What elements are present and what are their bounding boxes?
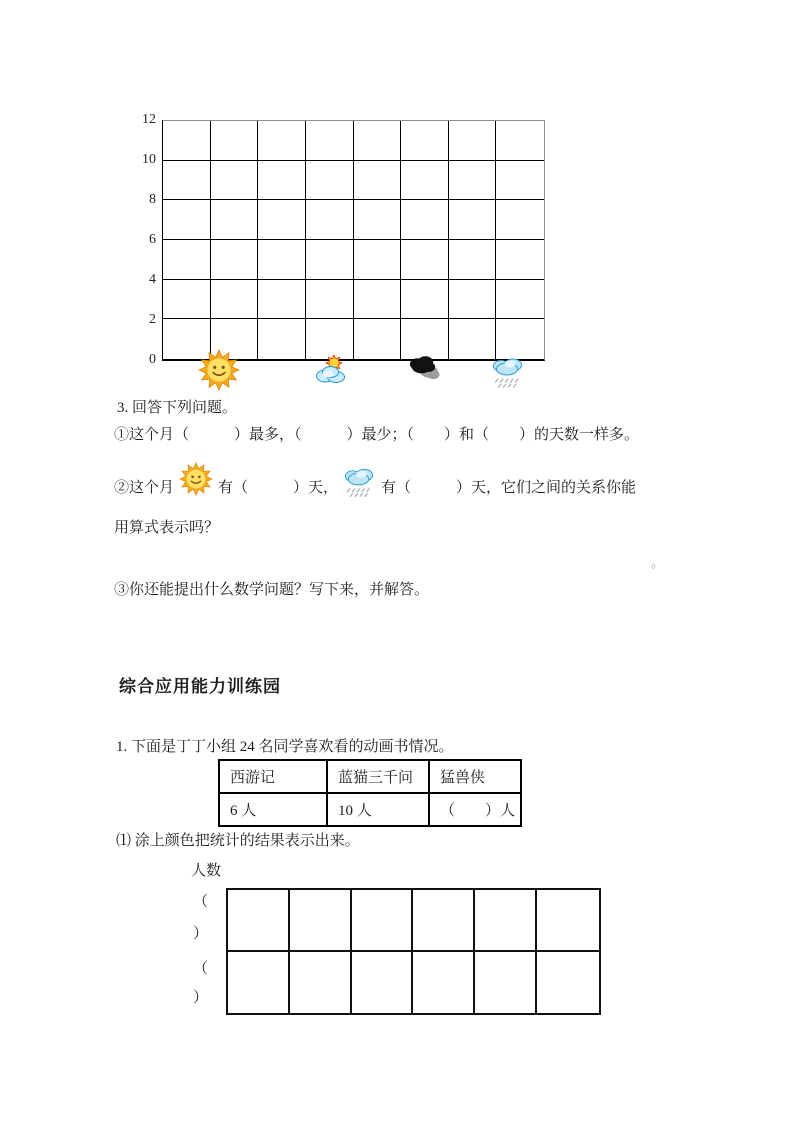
table-header-cell: 猛兽侠 [429,760,521,793]
grid-cell [211,200,259,240]
grid-cell [354,280,402,320]
grid-cell [290,952,352,1014]
grid-cell [211,161,259,201]
grid-cell [449,161,497,201]
grid-cell [475,952,537,1014]
question3-item3: ③你还能提出什么数学问题？写下来，并解答。 [114,582,430,598]
grid-cell [228,952,290,1014]
exercise1-sub-question1: ⑴ 涂上颜色把统计的结果表示出来。 [116,833,360,849]
grid-cell [413,890,475,952]
grid-cell [475,890,537,952]
grid-cell [401,240,449,280]
question3-item2-text-after-sun: 有（ ）天， [218,480,339,496]
grid-cell [306,121,354,161]
grid-cell [449,240,497,280]
grid-cell [496,240,544,280]
grid-cell [306,280,354,320]
question3-item2 [114,461,636,500]
books-table [218,759,522,827]
y-axis-tick: 12 [142,112,156,127]
grid-cell [258,200,306,240]
table-value-cell: 10 人 [327,793,429,826]
table-value-cell: 6 人 [219,793,327,826]
grid-cell [354,161,402,201]
grid-cell [496,200,544,240]
grid-cell [496,280,544,320]
exercise1-title: 1. 下面是丁丁小组 24 名同学喜欢看的动画书情况。 [116,739,454,755]
grid-cell [258,121,306,161]
grid-cell [352,890,414,952]
grid-cell [163,280,211,320]
grid-cell [496,161,544,201]
y-axis-tick: 10 [142,152,156,167]
grid-cell [401,161,449,201]
grid-cell [354,319,402,359]
partly-cloudy-icon [314,354,348,386]
grid-cell [401,200,449,240]
grid-cell [354,240,402,280]
question3-item2-text-after-rain: 有（ ）天，它们之间的关系你能 [381,480,637,496]
fill-grid-row-label: （ [193,894,209,910]
grid-cell [228,890,290,952]
coloring-grid [226,888,601,1015]
grid-cell [449,319,497,359]
grid-cell [401,280,449,320]
grid-cell [163,200,211,240]
table-header-cell: 西游记 [219,760,327,793]
grid-cell [354,121,402,161]
grid-cell [290,890,352,952]
fill-grid-row-label: （ [193,961,209,977]
fill-grid-row-label: ） [193,926,209,942]
grid-cell [449,200,497,240]
grid-cell [496,121,544,161]
question3-item2-line2: 用算式表示吗？ [114,520,220,536]
question3-item1: ①这个月（ ）最多，（ ）最少；（ ）和（ ）的天数一样多。 [114,427,640,443]
section-header: 综合应用能力训练园 [119,677,281,696]
grid-cell [449,280,497,320]
grid-cell [163,240,211,280]
y-axis-tick: 2 [149,312,156,327]
sunny-icon [179,462,213,496]
rain-icon [491,354,525,389]
grid-cell [258,280,306,320]
grid-cell [537,890,599,952]
grid-cell [258,319,306,359]
grid-cell [306,240,354,280]
weather-chart-grid [162,120,545,361]
answer-line-period: 。 [651,555,665,570]
table-value-row [219,793,521,826]
y-axis-tick: 4 [149,272,156,287]
question3-heading: 3. 回答下列问题。 [117,400,238,416]
table-value-cell: （ ）人 [429,793,521,826]
table-header-row [219,760,521,793]
y-axis-tick: 6 [149,232,156,247]
grid-cell [211,240,259,280]
fill-grid-title: 人数 [191,863,222,879]
grid-cell [306,161,354,201]
grid-cell [413,952,475,1014]
grid-cell [352,952,414,1014]
fill-grid-row-label: ） [193,990,209,1006]
grid-cell [401,121,449,161]
grid-cell [258,161,306,201]
grid-cell [258,240,306,280]
rain-icon [343,463,376,500]
grid-cell [449,121,497,161]
grid-cell [211,280,259,320]
grid-cell [306,200,354,240]
grid-cell [211,121,259,161]
grid-cell [537,952,599,1014]
y-axis-tick: 8 [149,192,156,207]
grid-cell [354,200,402,240]
dark-cloud-icon [406,352,441,382]
grid-cell [163,121,211,161]
sunny-icon [198,349,240,391]
y-axis-tick: 0 [149,352,156,367]
table-header-cell: 蓝猫三千问 [327,760,429,793]
grid-cell [163,161,211,201]
question3-item2-text-before-sun: ②这个月 [114,480,175,496]
